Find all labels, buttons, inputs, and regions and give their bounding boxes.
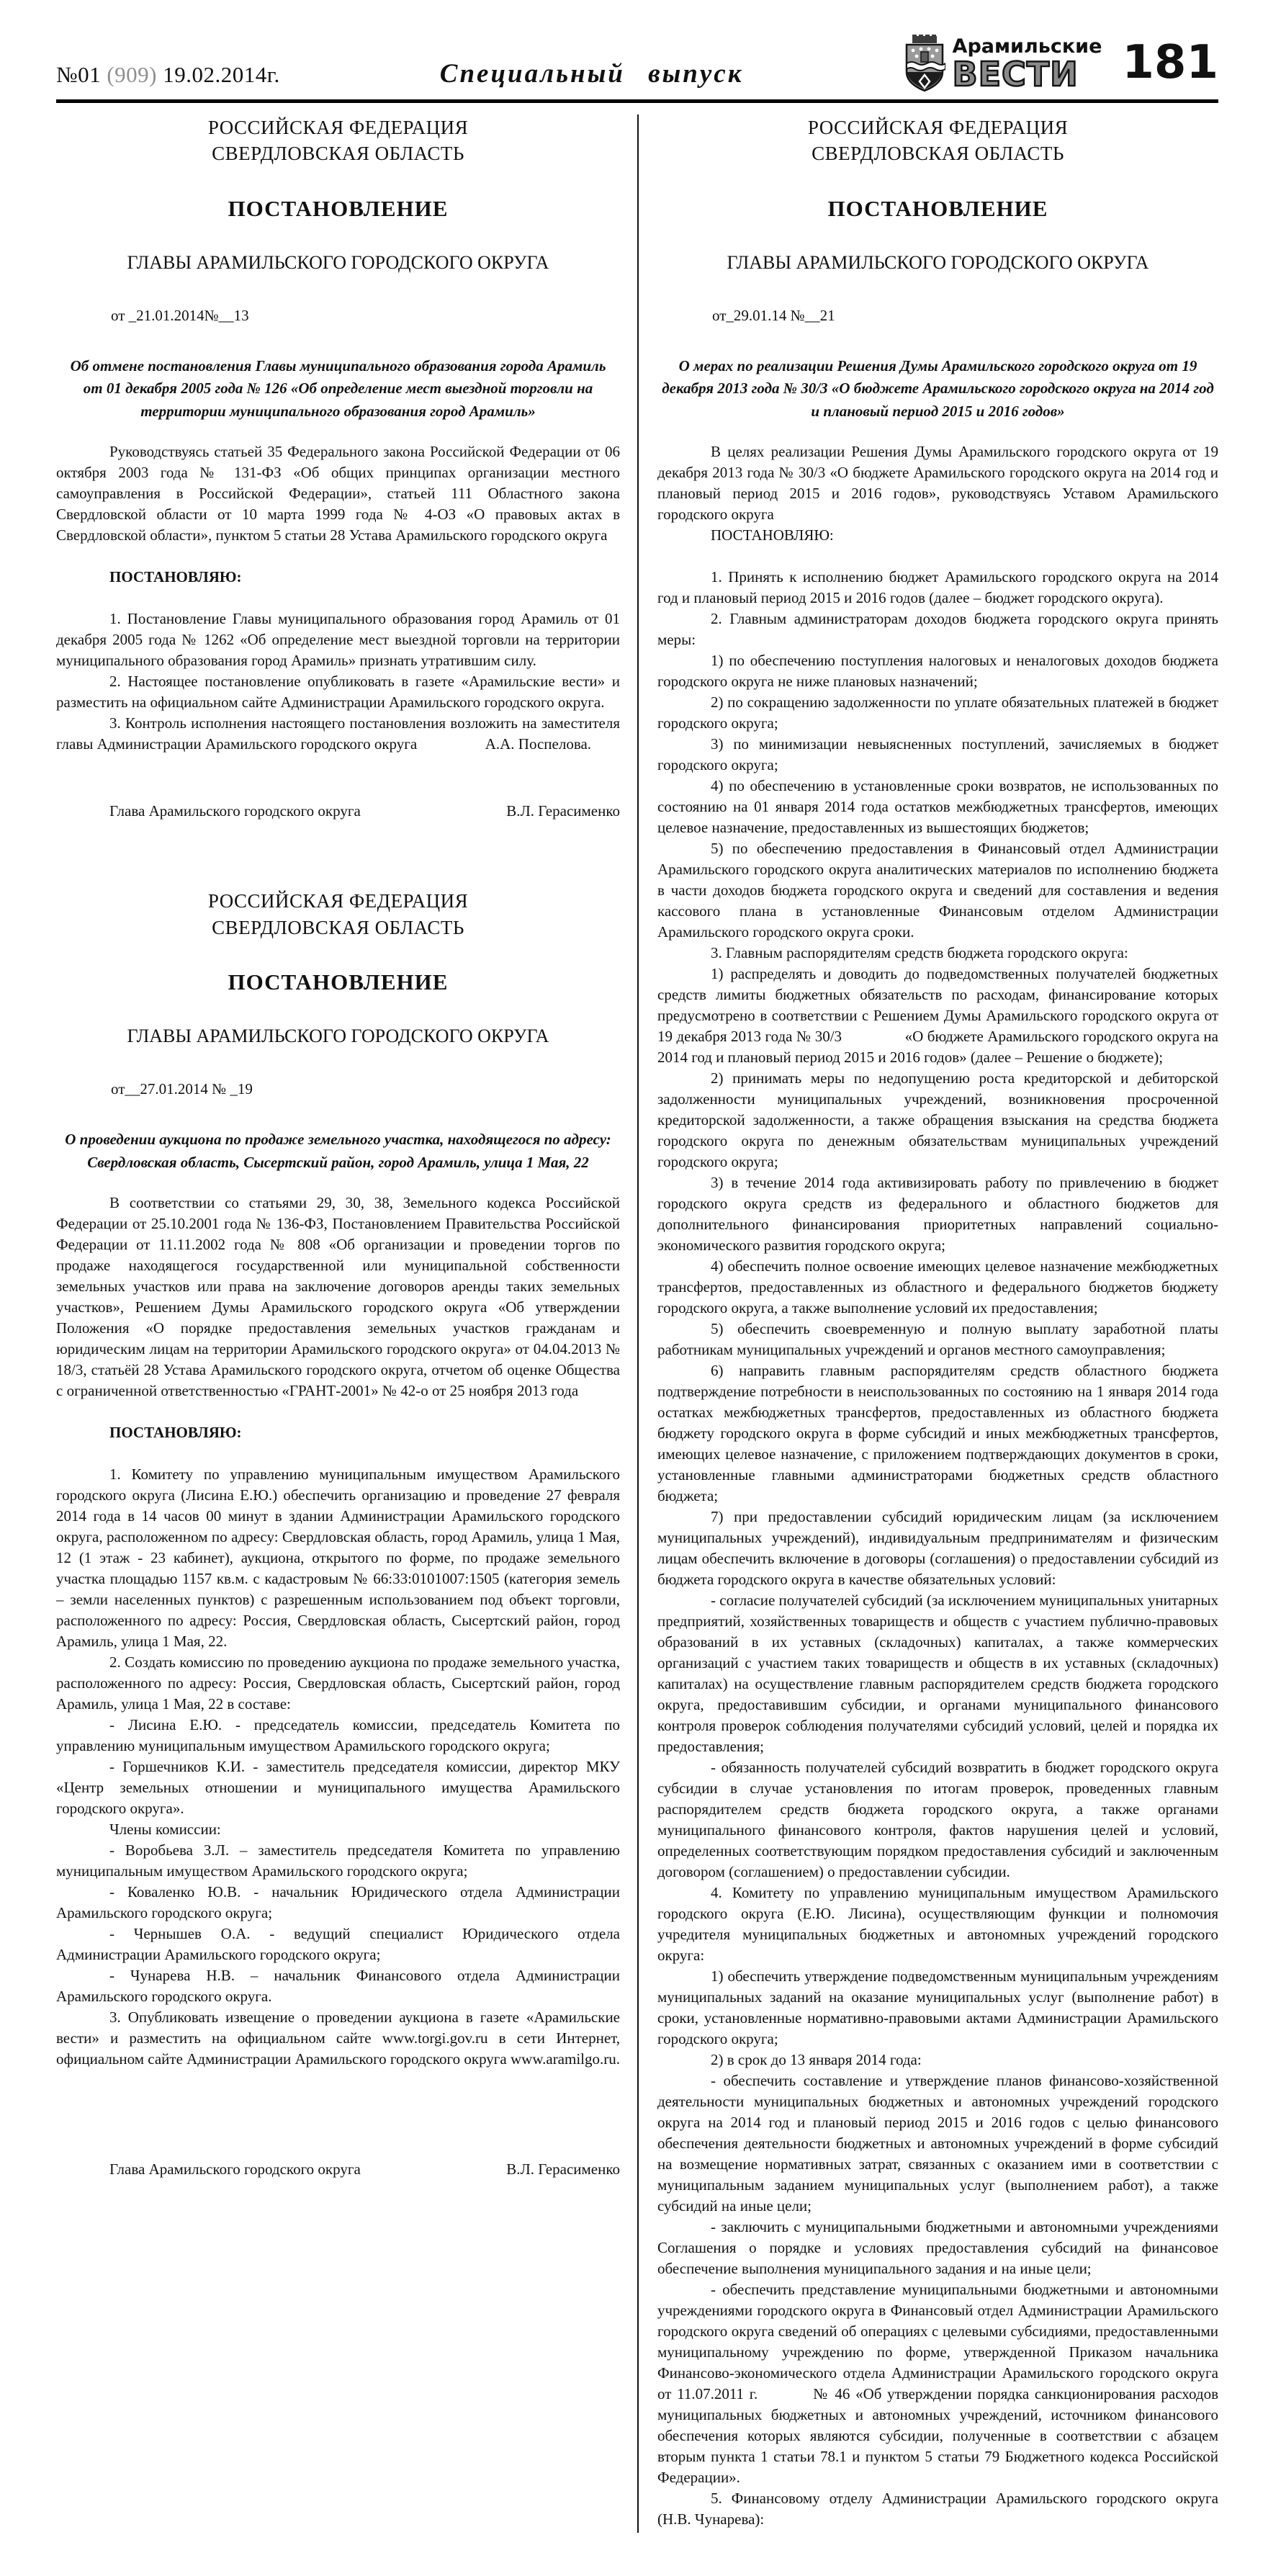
doc-dateline: от _21.01.2014№__13	[111, 306, 249, 324]
doc-paragraph: ПОСТАНОВЛЯЮ:	[109, 568, 242, 586]
doc-paragraph: 1. Постановление Главы муниципального образования город Арамиль от 01 декабря 2005 года № 1262 «Об определение мест выездной торговли на территории муниципального образования город Арамиль» признать утратившим силу.	[56, 610, 620, 670]
doc-paragraph: 5) по обеспечению предоставления в Финансовый отдел Администрации Арамильского городского округа аналитических материалов по исполнению бюджета в части доходов бюджета городского округа и сведений для составления и ведения кассового плана в установленные Финансовым отделом Администрации Арамильского городского округа сроки.	[657, 840, 1218, 941]
doc-paragraph: 3. Контроль исполнения настоящего постановления возложить на заместителя главы Администрации Арамильского городского округа А.А. Поспелова.	[56, 714, 620, 753]
issue-edition-number: (909)	[107, 62, 157, 87]
doc-paragraph: - заключить с муниципальными бюджетными и автономными учреждениями Соглашения о порядке и условиях предоставления субсидий на финансовое обеспечение выполнения муниципального задания и на иные цели;	[657, 2218, 1218, 2278]
content-columns	[0, 103, 1263, 2576]
doc-paragraph: 4) по обеспечению в установленные сроки возвратов, не использованных по состоянию на 01 января 2014 года остатков межбюджетных трансфертов, имеющих целевое назначение, предоставленных из вышестоящих бюджетов;	[657, 777, 1218, 837]
doc-title: Об отмене постановления Главы муниципального образования города Арамиль от 01 декабря 2005 года № 126 «Об определение мест выездной торговли на территории муниципального образования город Арамиль»	[70, 356, 606, 420]
masthead-bottom-word: ВЕСТИ	[952, 54, 1079, 94]
doc-paragraph: 6) направить главным распорядителям средств областного бюджета подтверждение потребности в неиспользованных по состоянию на 1 января 2014 года остатках межбюджетных трансфертов, предоставленных из областного бюджета бюджету городского округа в форме субсидий и иных межбюджетных трансфертов, имеющих целевое назначение, с приложением подтверждающих документов в сроки, установленные главными администраторами бюджетных средств областного бюджета;	[657, 1362, 1218, 1505]
doc-paragraph: - Чунарева Н.В. – начальник Финансового отдела Администрации Арамильского городского округа.	[56, 1967, 620, 2006]
doc-paragraph: 7) при предоставлении субсидий юридическим лицам (за исключением муниципальных учреждений), индивидуальным предпринимателям и физическим лицам обеспечить включение в договоры (соглашения) о предоставлении субсидий из бюджета городского округа в качестве обязательных условий:	[657, 1508, 1218, 1589]
doc-type-heading: ПОСТАНОВЛЕНИЕ	[228, 969, 449, 995]
doc-paragraph: 2. Создать комиссию по проведению аукциона по продаже земельного участка, расположенного по адресу: Россия, Свердловская область, Сысертский район, город Арамиль, улица 1 Мая, 22 в составе:	[56, 1653, 620, 1713]
decree-document	[657, 115, 1218, 2530]
issue-info	[56, 62, 280, 88]
doc-country: РОССИЙСКАЯ ФЕДЕРАЦИЯ	[807, 117, 1069, 138]
doc-authority: ГЛАВЫ АРАМИЛЬСКОГО ГОРОДСКОГО ОКРУГА	[127, 251, 549, 273]
doc-paragraph: В целях реализации Решения Думы Арамильского городского округа от 19 декабря 2013 года № 30/3 «О бюджете Арамильского городского округа на 2014 год и плановый период 2015 и 2016 годов», руководствуясь Уставом Арамильского городского округа	[657, 443, 1218, 524]
masthead-wordmark	[952, 35, 1102, 94]
doc-country: РОССИЙСКАЯ ФЕДЕРАЦИЯ	[207, 890, 469, 912]
doc-paragraph: 3. Главным распорядителям средств бюджета городского округа:	[711, 944, 1128, 962]
doc-paragraph: - Коваленко Ю.В. - начальник Юридического отдела Администрации Арамильского городского округа;	[56, 1883, 620, 1922]
doc-authority: ГЛАВЫ АРАМИЛЬСКОГО ГОРОДСКОГО ОКРУГА	[127, 1026, 549, 1047]
doc-paragraph: - обязанность получателей субсидий возвратить в бюджет городского округа субсидии в случае установления по итогам проверок, проведенных главным распорядителем средств бюджета городского округа, а также органами муниципального финансового контроля, фактов нарушения целей и условий, определенных соответствующим порядком предоставления субсидий и заключенным договором (соглашением) о предоставлении субсидии.	[657, 1759, 1218, 1881]
doc-paragraph: ПОСТАНОВЛЯЮ:	[109, 1424, 242, 1442]
doc-paragraph: 3) в течение 2014 года активизировать работу по привлечению в бюджет городского округа средств из федерального и областного бюджетов для дополнительного финансирования приоритетных направлений социально-экономического развития городского округа;	[657, 1174, 1218, 1255]
doc-paragraph: 3. Опубликовать извещение о проведении аукциона в газете «Арамильские вести» и разместить на официальном сайте www.torgi.gov.ru в сети Интернет, официальном сайте Администрации Арамильского городского округа www.aramilgo.ru.	[56, 2009, 620, 2068]
doc-paragraph: - обеспечить представление муниципальными бюджетными и автономными учреждениями городского округа в Финансовый отдел Администрации Арамильского городского округа сведений об операциях с целевыми субсидиями, предоставленными муниципальному учреждению по форме, утвержденной Приказом начальника Финансово-экономического отдела Администрации Арамильского городского округа от 11.07.2011 г. № 46 «Об утверждении порядка санкционирования расходов муниципальных бюджетных и автономных учреждений, источником финансового обеспечения которых являются субсидии, полученные в соответствии с абзацем вторым пункта 1 статьи 78.1 и пунктом 5 статьи 79 Бюджетного кодекса Российской Федерации».	[657, 2281, 1218, 2487]
doc-paragraph: 4) обеспечить полное освоение имеющих целевое назначение межбюджетных трансфертов, предоставленных из областного и федерального бюджетов бюджету городского округа, а также выполнение условий их предоставления;	[657, 1257, 1218, 1317]
right-column	[637, 115, 1218, 2533]
signature-role: Глава Арамильского городского округа	[109, 2160, 361, 2178]
masthead	[904, 35, 1218, 92]
doc-region: СВЕРДЛОВСКАЯ ОБЛАСТЬ	[812, 143, 1064, 165]
doc-paragraph: 5. Финансовому отделу Администрации Арамильского городского округа (Н.В. Чунарева):	[657, 2490, 1218, 2528]
doc-paragraph: 2. Настоящее постановление опубликовать в газете «Арамильские вести» и разместить на официальном сайте Администрации Арамильского городского округа.	[56, 673, 620, 712]
doc-paragraph: 5) обеспечить своевременную и полную выплату заработной платы работникам муниципальных учреждений и органов местного самоуправления;	[657, 1320, 1218, 1359]
doc-paragraph: Руководствуясь статьей 35 Федерального закона Российской Федерации от 06 октября 2003 года № 131-ФЗ «Об общих принципах организации местного самоуправления в Российской Федерации», статьей 111 Областного закона Свердловской области от 10 марта 1999 года № 4-ОЗ «О правовых актах в Свердловской области», пунктом 5 статьи 28 Устава Арамильского городского округа	[56, 443, 620, 544]
left-column	[56, 115, 637, 2533]
doc-dateline: от_29.01.14 №__21	[712, 306, 835, 324]
doc-paragraph: 2. Главным администраторам доходов бюджета городского округа принять меры:	[657, 610, 1218, 649]
doc-paragraph: 1. Принять к исполнению бюджет Арамильского городского округа на 2014 год и плановый период 2015 и 2016 годов (далее – бюджет городского округа).	[657, 568, 1218, 607]
doc-paragraph: - Воробьева З.Л. – заместитель председателя Комитета по управлению муниципальным имуществом Арамильского городского округа;	[56, 1841, 620, 1880]
doc-paragraph: 4. Комитету по управлению муниципальным имуществом Арамильского городского округа (Е.Ю. Лисина), осуществляющим функции и полномочия учредителя муниципальных бюджетных и автономных учреждений городского округа:	[657, 1884, 1218, 1965]
issue-date: 19.02.2014г.	[156, 62, 280, 87]
doc-paragraph: 1) по обеспечению поступления налоговых и неналоговых доходов бюджета городского округа не ниже плановых назначений;	[657, 652, 1218, 691]
doc-country: РОССИЙСКАЯ ФЕДЕРАЦИЯ	[207, 117, 469, 138]
signature-role: Глава Арамильского городского округа	[109, 802, 361, 820]
doc-type-heading: ПОСТАНОВЛЕНИЕ	[827, 195, 1048, 221]
doc-paragraph: В соответствии со статьями 29, 30, 38, Земельного кодекса Российской Федерации от 25.10.2001 года № 136-ФЗ, Постановлением Правительства Российской Федерации от 11.11.2002 года № 808 «Об организации и проведении торгов по продаже находящегося государственной или муниципальной собственности земельных участков или права на заключение договоров аренды таких земельных участков», Решением Думы Арамильского городского округа «Об утверждении Положения «О порядке предоставления земельных участков гражданам и юридическим лицам на территории Арамильского городского округа» от 04.04.2013 № 18/3, статьёй 28 Устава Арамильского городского округа, отчетом об оценке Общества с ограниченной ответственностью «ГРАНТ-2001» № 42-о от 25 ноября 2013 года	[56, 1194, 620, 1400]
doc-type-heading: ПОСТАНОВЛЕНИЕ	[228, 195, 449, 221]
doc-paragraph: - обеспечить составление и утверждение планов финансово-хозяйственной деятельности муниципальных бюджетных и автономных учреждений городского округа на 2014 год и плановый период 2015 и 2016 годов с целью финансового обеспечения деятельности бюджетных и автономных учреждений в форме субсидий на возмещение нормативных затрат, связанных с оказанием ими в соответствии с муниципальным заданием муниципальных услуг (выполнением работ), а также субсидий на иные цели;	[657, 2072, 1218, 2215]
signature-row	[56, 801, 620, 822]
doc-dateline: от__27.01.2014 № _19	[111, 1080, 253, 1098]
signature-name: В.Л. Герасименко	[506, 802, 620, 820]
doc-authority: ГЛАВЫ АРАМИЛЬСКОГО ГОРОДСКОГО ОКРУГА	[727, 251, 1149, 273]
doc-paragraph: 2) по сокращению задолженности по уплате обязательных платежей в бюджет городского округа;	[657, 694, 1218, 732]
signature-name: В.Л. Герасименко	[506, 2160, 620, 2178]
doc-title: О проведении аукциона по продаже земельного участка, находящегося по адресу: Свердловская область, Сысертский район, город Арамиль, улица 1 Мая, 22	[65, 1131, 611, 1171]
doc-body	[56, 441, 620, 822]
doc-paragraph: ПОСТАНОВЛЯЮ:	[711, 526, 834, 544]
coat-of-arms-icon	[904, 35, 945, 92]
doc-paragraph: - Чернышев О.А. - ведущий специалист Юридического отдела Администрации Арамильского городского округа;	[56, 1925, 620, 1964]
issue-number: №01	[56, 62, 107, 87]
special-issue-title: Специальный выпуск	[439, 59, 744, 89]
doc-paragraph: 3) по минимизации невыясненных поступлений, зачисляемых в бюджет городского округа;	[657, 735, 1218, 774]
signature-row	[56, 2159, 620, 2180]
page-number: 181	[1122, 36, 1218, 90]
decree-document	[56, 115, 620, 822]
doc-paragraph: Члены комиссии:	[109, 1821, 221, 1839]
doc-region: СВЕРДЛОВСКАЯ ОБЛАСТЬ	[212, 143, 464, 165]
doc-body	[56, 1193, 620, 2180]
doc-paragraph: - Горшечников К.И. - заместитель председателя комиссии, директор МКУ «Центр земельных отношении и муниципального имущества Арамильского городского округа».	[56, 1758, 620, 1818]
doc-region: СВЕРДЛОВСКАЯ ОБЛАСТЬ	[212, 916, 464, 938]
masthead-top-word: Арамильские	[952, 35, 1102, 58]
page-header	[0, 0, 1263, 97]
doc-paragraph: 2) в срок до 13 января 2014 года:	[711, 2051, 922, 2069]
doc-paragraph: - Лисина Е.Ю. - председатель комиссии, председатель Комитета по управлению муниципальным имуществом Арамильского городского округа;	[56, 1716, 620, 1755]
decree-document	[56, 888, 620, 2180]
doc-paragraph: 1. Комитету по управлению муниципальным имуществом Арамильского городского округа (Лисина Е.Ю.) обеспечить организацию и проведение 27 февраля 2014 года в 14 часов 00 минут в здании Администрации Арамильского городского округа, расположенном по адресу: Свердловская область, город Арамиль, улица 1 Мая, 12 (1 этаж - 23 кабинет), аукциона, открытого по форме, по продаже земельного участка площадью 1157 кв.м. с кадастровым № 66:33:0101007:1505 (категория земель – земли населенных пунктов) с разрешенным использованием под объект торговли, расположенного по адресу: Россия, Свердловская область, Сысертский район, город Арамиль, улица 1 Мая, 22.	[56, 1466, 620, 1651]
doc-title: О мерах по реализации Решения Думы Арамильского городского округа от 19 декабря 2013 года № 30/3 «О бюджете Арамильского городского округа на 2014 год и плановый период 2015 и 2016 годов»	[662, 356, 1214, 420]
doc-body	[657, 441, 1218, 2530]
doc-paragraph: 1) обеспечить утверждение подведомственным муниципальным учреждениям муниципальных заданий на оказание муниципальных услуг (выполнение работ) в сроки, установленные нормативно-правовыми актами Администрации Арамильского городского округа;	[657, 1967, 1218, 2048]
doc-paragraph: 2) принимать меры по недопущению роста кредиторской и дебиторской задолженности муниципальных учреждений, возникновения просроченной кредиторской задолженности, а также обращения взыскания на средства бюджета городского округа по денежным обязательствам муниципальных учреждений городского округа;	[657, 1069, 1218, 1171]
doc-paragraph: - согласие получателей субсидий (за исключением муниципальных унитарных предприятий, хозяйственных товариществ и обществ с участием публично-правовых образований в их уставных (складочных) капиталах, а также коммерческих организаций с участием таких товариществ и обществ в их уставных (складочных) капиталах) на осуществление главным распорядителем средств бюджета городского округа, предоставившим субсидии, и органами муниципального финансового контроля проверок соблюдения получателями субсидий условий, целей и порядка их предоставления;	[657, 1592, 1218, 1756]
doc-paragraph: 1) распределять и доводить до подведомственных получателей бюджетных средств лимиты бюджетных обязательств по расходам, финансирование которых предусмотрено в соответствии с Решением Думы Арамильского городского округа от 19 декабря 2013 года № 30/3 «О бюджете Арамильского городского округа на 2014 год и плановый период 2015 и 2016 годов» (далее – Решение о бюджете);	[657, 965, 1218, 1067]
